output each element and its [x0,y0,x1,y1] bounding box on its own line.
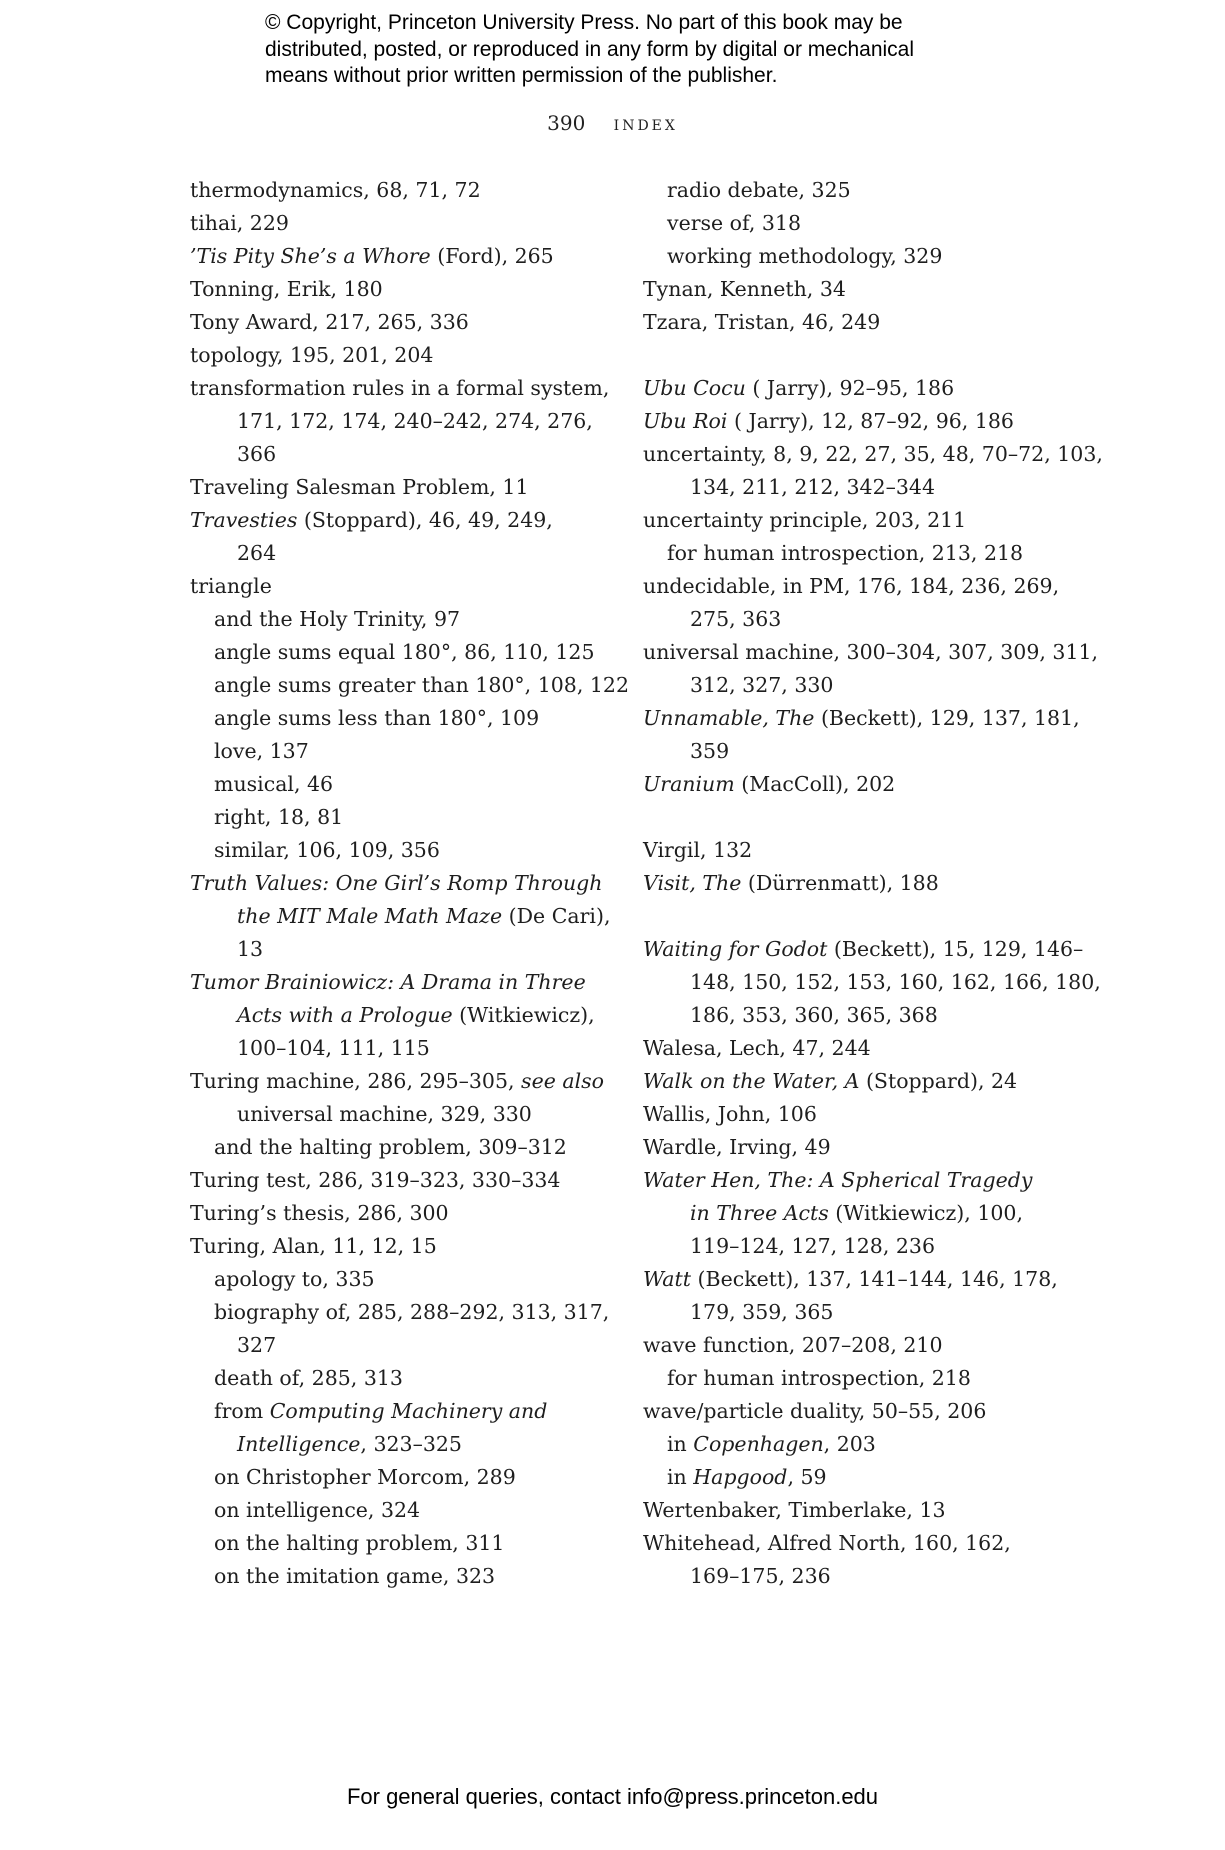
index-subentry: death of, 285, 313 [214,1366,403,1390]
index-subentry: on Christopher Morcom, 289 [214,1465,516,1489]
index-entry-continuation: 134, 211, 212, 342–344 [690,475,935,499]
index-subentry: angle sums equal 180°, 86, 110, 125 [214,640,595,664]
index-subentry: for human introspection, 218 [667,1366,971,1390]
index-subentry: verse of, 318 [667,211,802,235]
index-entry: Wertenbaker, Timberlake, 13 [643,1498,946,1522]
index-entry-continuation: 169–175, 236 [690,1564,831,1588]
index-subentry: radio debate, 325 [667,178,851,202]
copyright-notice [265,10,1025,90]
index-entry: Virgil, 132 [643,838,753,862]
index-column-left [190,174,629,1593]
page-number: 390 [547,111,586,135]
index-entry: Waiting for Godot (Beckett), 15, 129, 146– [643,937,1084,961]
index-subentry: working methodology, 329 [667,244,943,268]
index-entry: Travesties (Stoppard), 46, 49, 249, [190,508,553,532]
index-subentry: from Computing Machinery and [214,1399,548,1423]
index-entry: Tumor Brainiowicz: A Drama in Three [190,970,586,994]
index-subentry: right, 18, 81 [214,805,344,829]
index-entry: undecidable, in PM, 176, 184, 236, 269, [643,574,1060,598]
index-entry: Turing test, 286, 319–323, 330–334 [190,1168,561,1192]
index-entry: Walk on the Water, A (Stoppard), 24 [643,1069,1018,1093]
index-entry-continuation: 179, 359, 365 [690,1300,834,1324]
index-entry-continuation: 366 [237,442,277,466]
index-entry: Wardle, Irving, 49 [643,1135,831,1159]
index-entry: uncertainty, 8, 9, 22, 27, 35, 48, 70–72, 103, [643,442,1103,466]
index-entry-continuation: Acts with a Prologue (Witkiewicz), [237,1003,595,1027]
index-entry-continuation: Intelligence, 323–325 [237,1432,462,1456]
index-entry-continuation: 327 [237,1333,277,1357]
index-entry: Turing, Alan, 11, 12, 15 [190,1234,437,1258]
index-subentry: in Hapgood, 59 [667,1465,827,1489]
index-entry-continuation: 100–104, 111, 115 [237,1036,430,1060]
index-entry: Water Hen, The: A Spherical Tragedy [643,1168,1033,1192]
index-entry-continuation: in Three Acts (Witkiewicz), 100, [690,1201,1023,1225]
index-entry: Watt (Beckett), 137, 141–144, 146, 178, [643,1267,1058,1291]
index-entry-continuation: 148, 150, 152, 153, 160, 162, 166, 180, [690,970,1101,994]
index-entry: uncertainty principle, 203, 211 [643,508,967,532]
index-entry-continuation: 171, 172, 174, 240–242, 274, 276, [237,409,593,433]
index-entry: triangle [190,574,272,598]
index-entry: universal machine, 300–304, 307, 309, 311, [643,640,1099,664]
index-entry: Whitehead, Alfred North, 160, 162, [643,1531,1011,1555]
index-subentry: and the Holy Trinity, 97 [214,607,461,631]
index-subentry: in Copenhagen, 203 [667,1432,876,1456]
index-entry: wave function, 207–208, 210 [643,1333,943,1357]
index-entry: Tynan, Kenneth, 34 [643,277,846,301]
section-title: index [613,111,678,135]
letter-group-gap [643,900,1103,933]
index-entry-continuation: 186, 353, 360, 365, 368 [690,1003,938,1027]
index-subentry: on the imitation game, 323 [214,1564,496,1588]
index-entry-continuation: 119–124, 127, 128, 236 [690,1234,935,1258]
index-entry: transformation rules in a formal system, [190,376,610,400]
running-head [0,111,1225,135]
index-entry: Wallis, John, 106 [643,1102,817,1126]
copyright-line: distributed, posted, or reproduced in any form by digital or mechanical [265,37,915,61]
index-entry-continuation: 312, 327, 330 [690,673,834,697]
index-entry: ’Tis Pity She’s a Whore (Ford), 265 [190,244,554,268]
footer-contact: For general queries, contact info@press.princeton.edu [346,1784,879,1809]
index-entry: Tonning, Erik, 180 [190,277,383,301]
index-entry: Unnamable, The (Beckett), 129, 137, 181, [643,706,1080,730]
index-entry: Ubu Roi ( Jarry), 12, 87–92, 96, 186 [643,409,1014,433]
index-entry: Tony Award, 217, 265, 336 [190,310,469,334]
index-subentry: angle sums less than 180°, 109 [214,706,540,730]
index-subentry: on the halting problem, 311 [214,1531,505,1555]
index-subentry: apology to, 335 [214,1267,375,1291]
index-subentry: angle sums greater than 180°, 108, 122 [214,673,629,697]
index-subentry: for human introspection, 213, 218 [667,541,1024,565]
copyright-line: © Copyright, Princeton University Press. No part of this book may be [265,11,903,34]
index-entry: Walesa, Lech, 47, 244 [643,1036,871,1060]
index-entry: thermodynamics, 68, 71, 72 [190,178,481,202]
letter-group-gap [643,339,1103,372]
index-entry-continuation: 13 [237,937,264,961]
index-entry: Uranium (MacColl), 202 [643,772,896,796]
letter-group-gap [643,801,1103,834]
index-entry: topology, 195, 201, 204 [190,343,434,367]
index-column-right [643,174,1103,1593]
index-entry-continuation: 275, 363 [690,607,782,631]
index-entry: Ubu Cocu ( Jarry), 92–95, 186 [643,376,955,400]
index-entry-continuation: 359 [690,739,730,763]
index-subentry: on intelligence, 324 [214,1498,421,1522]
index-entry: wave/particle duality, 50–55, 206 [643,1399,987,1423]
index-entry: tihai, 229 [190,211,289,235]
index-subentry: biography of, 285, 288–292, 313, 317, [214,1300,610,1324]
index-entry: Visit, The (Dürrenmatt), 188 [643,871,939,895]
index-entry: Turing machine, 286, 295–305, see also [190,1069,604,1093]
index-subentry: love, 137 [214,739,309,763]
index-entry-continuation: universal machine, 329, 330 [237,1102,532,1126]
index-entry: Traveling Salesman Problem, 11 [190,475,529,499]
index-subentry: similar, 106, 109, 356 [214,838,440,862]
index-subentry: musical, 46 [214,772,334,796]
index-entry: Turing’s thesis, 286, 300 [190,1201,449,1225]
index-entry: Tzara, Tristan, 46, 249 [643,310,881,334]
copyright-line: means without prior written permission of the publisher. [265,64,778,87]
index-entry: Truth Values: One Girl’s Romp Through [190,871,603,895]
index-subentry: and the halting problem, 309–312 [214,1135,567,1159]
index-entry-continuation: 264 [237,541,277,565]
index-entry-continuation: the MIT Male Math Maze (De Cari), [237,904,611,928]
